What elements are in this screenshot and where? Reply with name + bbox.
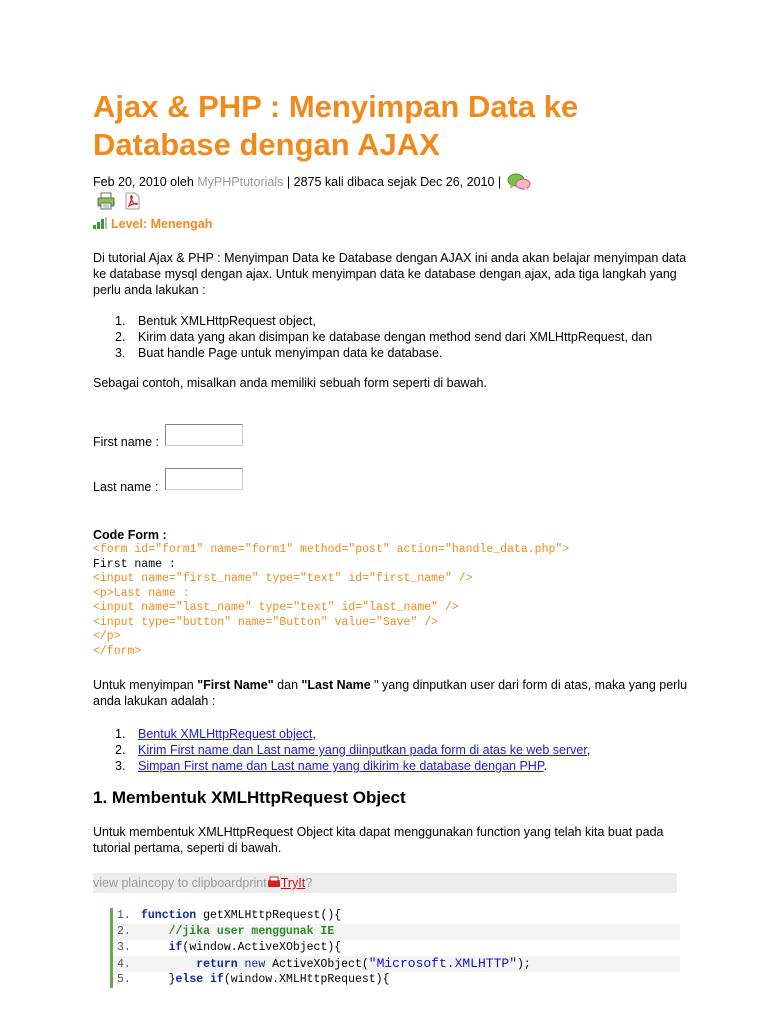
code-line: 2. //jika user menggunak IE <box>113 924 680 940</box>
list-item: 3. Buat handle Page untuk menyimpan data ke database. <box>115 346 443 360</box>
chat-bubbles-icon[interactable] <box>507 172 531 192</box>
code-line: 1. function getXMLHttpRequest(){ <box>117 909 342 922</box>
first-name-input[interactable] <box>165 424 243 446</box>
tryit-icon[interactable] <box>267 874 281 886</box>
read-count: | 2875 kali dibaca sejak Dec 26, 2010 | <box>286 175 502 189</box>
list-item: 1. Bentuk XMLHttpRequest object, <box>115 727 316 741</box>
tryit-link[interactable]: TryIt <box>280 876 306 890</box>
first-name-label: First name : <box>93 435 159 449</box>
last-name-input[interactable] <box>165 468 243 490</box>
code-line: 4. return new ActiveXObject("Microsoft.XMLHTTP"); <box>113 956 680 972</box>
code-line: 3. if(window.ActiveXObject){ <box>117 941 342 954</box>
code-line: </form> <box>93 644 142 658</box>
steps-list <box>93 313 652 361</box>
pdf-icon[interactable] <box>123 192 141 215</box>
code-line: <form id="form1" name="form1" method="post" action="handle_data.php"> <box>93 543 570 556</box>
level-label: Level: Menengah <box>111 217 213 231</box>
code-form-title: Code Form : <box>93 528 167 542</box>
page-title: Ajax & PHP : Menyimpan Data ke Database dengan AJAX <box>93 89 579 162</box>
author-link[interactable]: MyPHPtutorials <box>197 175 284 189</box>
section-paragraph: Untuk membentuk XMLHttpRequest Object kita dapat menggunakan function yang telah kita buat pada tutorial pertama, seperti di bawah. <box>93 825 664 855</box>
intro-paragraph: Di tutorial Ajax & PHP : Menyimpan Data ke Database dengan AJAX ini anda akan belajar menyimpan data ke database mysql dengan ajax. Untuk menyimpan data ke database dengan ajax, ada tiga langkah yang perlu anda lakukan : <box>93 251 687 297</box>
links-list <box>93 726 590 774</box>
example-paragraph: Sebagai contoh, misalkan anda memiliki sebuah form seperti di bawah. <box>93 376 487 390</box>
code-line: <input name="first_name" type="text" id="first_name" /> <box>93 572 473 585</box>
code-line: First name : <box>93 557 176 571</box>
link-simpan-data[interactable]: Simpan First name dan Last name yang dikirim ke database dengan PHP <box>138 759 544 773</box>
list-item: 2. Kirim data yang akan disimpan ke database dengan method send dari XMLHttpRequest, dan <box>115 330 653 344</box>
last-name-row <box>93 468 293 494</box>
section-heading: 1. Membentuk XMLHttpRequest Object <box>93 788 406 807</box>
save-paragraph: Untuk menyimpan "First Name" dan "Last Name " yang dinputkan user dari form di atas, maka yang perlu anda lakukan adalah : <box>93 678 688 708</box>
code-toolbar-links[interactable]: view plaincopy to clipboardprint <box>93 876 267 890</box>
code-line: </p> <box>93 630 121 643</box>
printer-icon[interactable] <box>97 192 115 215</box>
code-toolbar <box>93 873 677 893</box>
help-link[interactable]: ? <box>305 876 313 890</box>
last-name-label: Last name : <box>93 480 159 494</box>
signal-bars-icon <box>93 217 107 229</box>
post-date: Feb 20, 2010 oleh <box>93 175 194 189</box>
list-item: 2. Kirim First name dan Last name yang diinputkan pada form di atas ke web server, <box>115 743 591 757</box>
link-kirim-data[interactable]: Kirim First name dan Last name yang diinputkan pada form di atas ke web server <box>138 743 587 757</box>
code-listing <box>110 908 680 988</box>
list-item: 1. Bentuk XMLHttpRequest object, <box>115 314 316 328</box>
article-tools <box>97 192 145 212</box>
first-name-row <box>93 424 293 450</box>
level-indicator <box>93 217 212 231</box>
link-bentuk-xmlhttprequest[interactable]: Bentuk XMLHttpRequest object <box>138 727 313 741</box>
code-line: <input name="last_name" type="text" id="last_name" /> <box>93 601 459 614</box>
article-meta <box>93 172 531 192</box>
code-line: <input type="button" name="Button" value="Save" /> <box>93 615 439 629</box>
code-line: 5. }else if(window.XMLHttpRequest){ <box>117 973 390 986</box>
list-item: 3. Simpan First name dan Last name yang dikirim ke database dengan PHP. <box>115 759 548 773</box>
code-line: <p>Last name : <box>93 586 190 600</box>
code-form-block <box>93 543 569 659</box>
